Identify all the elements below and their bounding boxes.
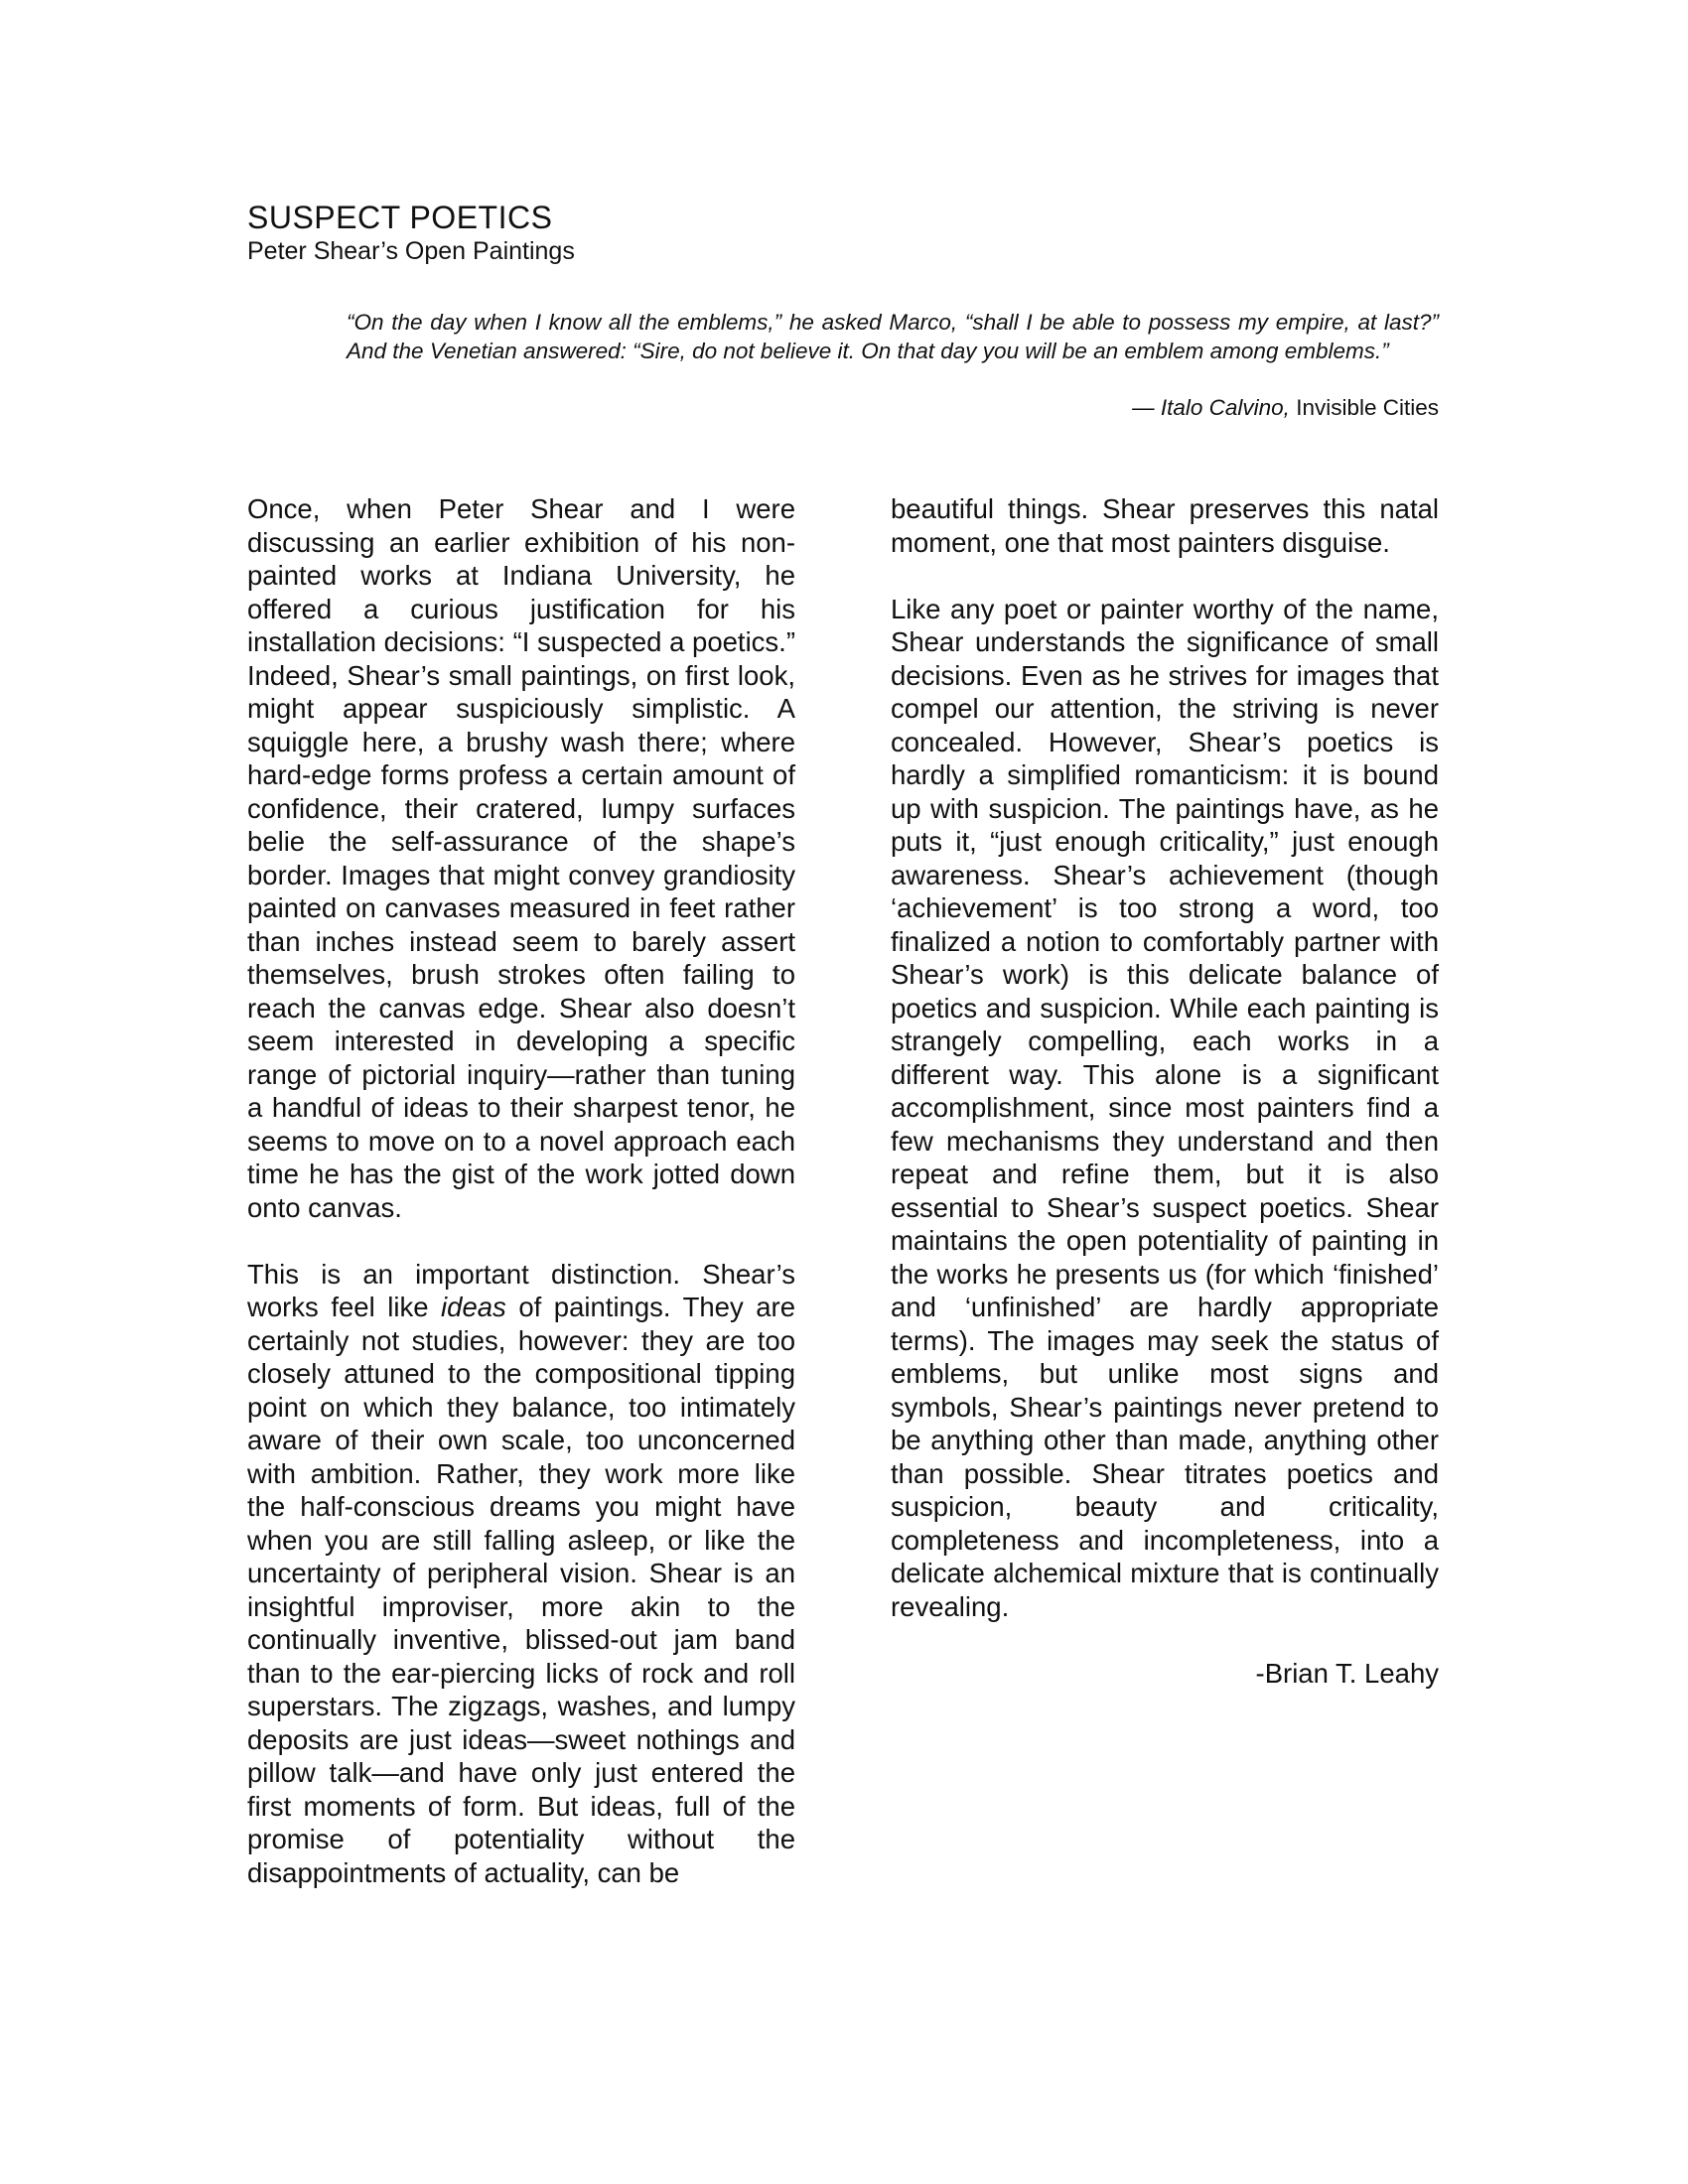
page-title: SUSPECT POETICS xyxy=(247,200,553,235)
paragraph-2-rest-left: of paintings. They are certainly not studies, however: they are too closely attuned to the compositional tipping point on which they balance, too intimately aware of their own scale, too unconcerned with ambition. Rather, they work more like the half-conscious dreams you might have when you are still falling asleep, or like the uncertainty of peripheral vision. Shear is an insightful improviser, more akin to the continually inventive, blissed-out jam band than to the ear-piercing licks of rock and roll superstars. The zigzags, washes, and lumpy deposits are just ideas—sweet nothings and pillow talk—and have only just entered the first moments of form. But ideas, full of the promise of potentiality without the disappointments of actuality, can be xyxy=(247,1292,795,1888)
author-signature: -Brian T. Leahy xyxy=(1255,1657,1439,1689)
paragraph-2-start: This is an important distinction. Shear’s works feel like xyxy=(247,1258,795,1322)
body-paragraph-2-part-b: beautiful things. Shear preserves this natal moment, one that most painters disguise. xyxy=(891,493,1439,558)
epigraph-attribution xyxy=(347,393,1439,422)
right-column xyxy=(891,492,1439,1723)
body-paragraph-1: Once, when Peter Shear and I were discussing an earlier exhibition of his non-painted works at Indiana University, he offered a curious justification for his installation decisions: “I suspected a poetics.” Indeed, Shear’s small paintings, on first look, might appear suspiciously simplistic. A squiggle here, a brushy wash there; where hard-edge forms profess a certain amount of confidence, their cratered, lumpy surfaces belie the self-assurance of the shape’s border. Images that might convey grandiosity painted on canvases measured in feet rather than inches instead seem to barely assert themselves, brush strokes often failing to reach the canvas edge. Shear also doesn’t seem interested in developing a specific range of pictorial inquiry—rather than tuning a handful of ideas to their sharpest tenor, he seems to move on to a novel approach each time he has the gist of the work jotted down onto canvas. xyxy=(247,493,795,1223)
left-column xyxy=(247,492,795,1923)
paragraph-2-emphasis: ideas xyxy=(441,1292,506,1322)
body-paragraph-3: Like any poet or painter worthy of the name, Shear understands the significance of small decisions. Even as he strives for images that compel our attention, the striving is never concealed. However, Shear’s poetics is hardly a simplified romanticism: it is bound up with suspicion. The paintings have, as he puts it, “just enough criticality,” just enough awareness. Shear’s achievement (though ‘achievement’ is too strong a word, too finalized a notion to comfortably partner with Shear’s work) is this delicate balance of poetics and suspicion. While each painting is strangely compelling, each works in a different way. This alone is a significant accomplishment, since most painters find a few mechanisms they understand and then repeat and refine them, but it is also essential to Shear’s suspect poetics. Shear maintains the open potentiality of painting in the works he presents us (for which ‘finished’ and ‘unfinished’ are hardly appropriate terms). The images may seek the status of emblems, but unlike most signs and symbols, Shear’s paintings never pretend to be anything other than made, anything other than possible. Shear titrates poetics and suspicion, beauty and criticality, completeness and incompleteness, into a delicate alchemical mixture that is continually revealing. xyxy=(891,593,1439,1622)
attribution-work: Invisible Cities xyxy=(1289,395,1439,420)
page-subtitle: Peter Shear’s Open Paintings xyxy=(247,237,575,265)
attribution-dash: — xyxy=(1132,395,1161,420)
attribution-author: Italo Calvino, xyxy=(1160,395,1290,420)
body-paragraph-2-part-a xyxy=(247,1258,795,1890)
epigraph-quote: “On the day when I know all the emblems,” he asked Marco, “shall I be able to possess my empire, at last?” And the Venetian answered: “Sire, do not believe it. On that day you will be an emblem among emblems.” xyxy=(347,310,1439,363)
